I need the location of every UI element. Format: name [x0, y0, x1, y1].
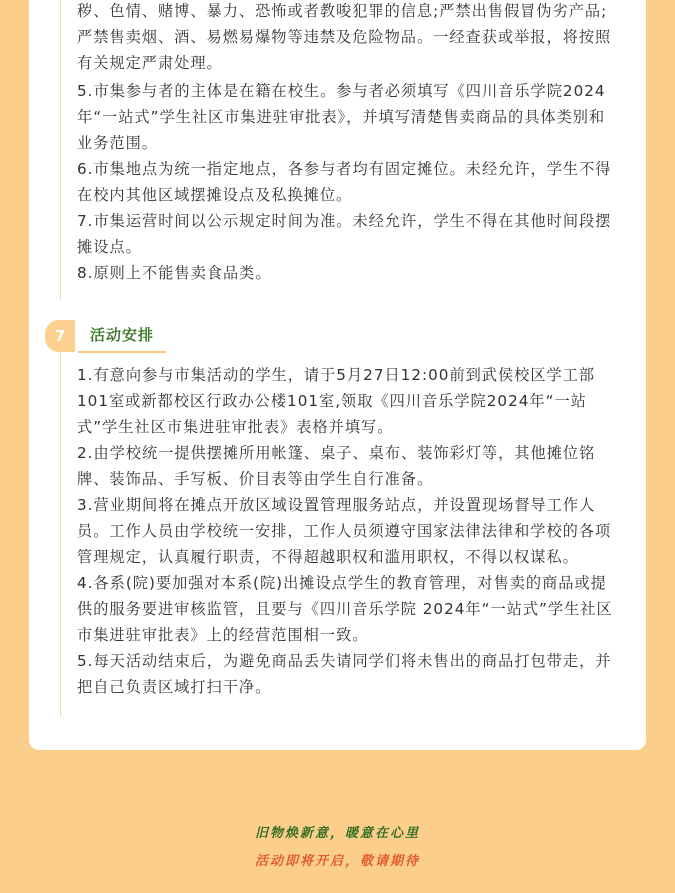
footer-announcement: 活动即将开启，敬请期待 — [254, 854, 420, 869]
rule-paragraph-7: 7.市集运营时间以公示规定时间为准。未经允许，学生不得在其他时间段摆摊设点。 — [77, 212, 612, 256]
footer-slogan: 旧物焕新意，暖意在心里 — [254, 826, 420, 841]
section-title-underline — [78, 351, 166, 353]
schedule-item-3: 3.营业期间将在摊点开放区域设置管理服务站点，并设置现场督导工作人员。工作人员由学校统一安排，工作人员须遵守国家法律法律和学校的各项管理规定，认真履行职责，不得超越职权和滥用职权，不得以权谋私。 — [77, 496, 612, 566]
schedule-item-4: 4.各系(院)要加强对本系(院)出摊设点学生的教育管理，对售卖的商品或提供的服务要进审核监管，且要与《四川音乐学院 2024年“一站式”学生社区市集进驻审批表》上的经营范围相一致。 — [77, 574, 613, 644]
left-rule-top — [60, 0, 61, 300]
rule-paragraph-prohibited: 秽、色情、赌博、暴力、恐怖或者教唆犯罪的信息;严禁出售假冒伪劣产品;严禁售卖烟、酒、易燃易爆物等违禁及危险物品。一经查获或举报，将按照有关规定严肃处理。 — [77, 2, 612, 72]
rule-paragraph-5: 5.市集参与者的主体是在籍在校生。参与者必须填写《四川音乐学院2024年“一站式”学生社区市集进驻审批表》，并填写清楚售卖商品的具体类别和业务范围。 — [77, 82, 606, 152]
section-title: 活动安排 — [90, 326, 155, 344]
left-rule-bottom — [60, 352, 61, 717]
rule-paragraph-8: 8.原则上不能售卖食品类。 — [77, 264, 272, 282]
rule-paragraph-6: 6.市集地点为统一指定地点，各参与者均有固定摊位。未经允许，学生不得在校内其他区域摆摊设点及私换摊位。 — [77, 160, 612, 204]
schedule-item-5: 5.每天活动结束后，为避免商品丢失请同学们将未售出的商品打包带走，并把自己负责区域打扫干净。 — [77, 652, 612, 696]
schedule-item-1: 1.有意向参与市集活动的学生，请于5月27日12:00前到武侯校区学工部101室或新都校区行政办公楼101室,领取《四川音乐学院2024年“一站式”学生社区市集进驻审批表》表格并填写。 — [77, 366, 596, 436]
section-number-badge: 7 — [45, 320, 75, 352]
schedule-item-2: 2.由学校统一提供摆摊所用帐篷、桌子、桌布、装饰彩灯等，其他摊位铭牌、装饰品、手写板、价目表等由学生自行准备。 — [77, 444, 596, 488]
